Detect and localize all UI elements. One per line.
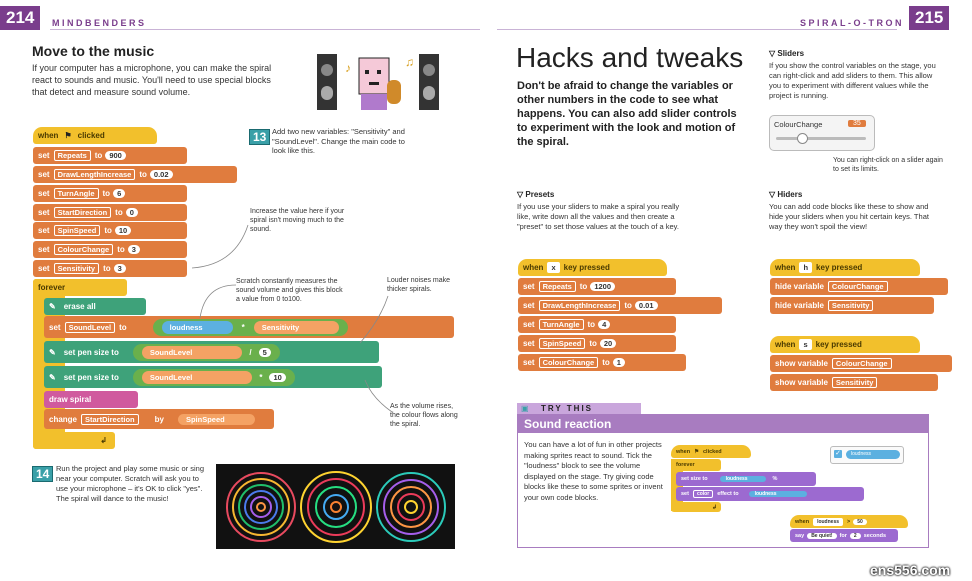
variable-dropdown[interactable]: Repeats	[539, 281, 576, 292]
pen-icon: ✎	[49, 302, 56, 311]
draw-spiral-label: draw spiral	[49, 395, 92, 404]
value-input[interactable]: 3	[114, 264, 126, 273]
pen-icon: ✎	[49, 347, 56, 357]
sliders-heading	[769, 49, 804, 58]
value-input[interactable]: 3	[128, 245, 140, 254]
forever-label: forever	[38, 283, 66, 292]
mini-loop-end	[671, 502, 721, 512]
step-14-number: 14	[32, 466, 53, 482]
to-label: to	[119, 322, 127, 332]
green-flag-icon: ⚑	[694, 448, 699, 455]
set-label: set	[523, 301, 535, 310]
checkbox-icon[interactable]: ✓	[835, 450, 841, 457]
when-label: when	[523, 263, 544, 272]
hiders-heading-text: Hiders	[777, 190, 803, 199]
try-this-tab	[517, 403, 641, 414]
sliders-text: If you show the control variables on the stage, you can right-click and add sliders to them. This allow you to experiment with different values while the project is running.	[769, 61, 936, 100]
to-label: to	[102, 189, 111, 198]
to-label: to	[94, 151, 103, 160]
callout-colour-flow: As the volume rises, the colour flows along the spiral.	[390, 403, 458, 428]
value-input[interactable]: 0	[126, 208, 138, 217]
hide-variable-label: hide variable	[775, 282, 824, 291]
value-input[interactable]: 1	[613, 358, 625, 367]
section-title: Move to the music	[32, 43, 155, 59]
key-pressed-label: key pressed	[563, 263, 610, 272]
to-label: to	[103, 264, 111, 273]
loop-arrow-icon: ↲	[100, 436, 107, 445]
when-label: when	[676, 448, 691, 455]
hiders-text: You can add code blocks like these to show and hide your sliders when you hit certain keys. That way they won't spoil the view!	[769, 202, 929, 231]
to-label: to	[117, 245, 125, 254]
page-number-left: 214	[0, 6, 40, 30]
set-label: set	[38, 245, 50, 254]
loudness-reporter[interactable]: loudness	[162, 321, 233, 334]
variable-dropdown[interactable]: SoundLevel	[65, 322, 116, 333]
effect-label: effect to	[717, 491, 739, 497]
show-variable-label: show variable	[775, 359, 828, 368]
slider-note: You can right-click on a slider again to set its limits.	[833, 157, 943, 173]
to-label: to	[115, 208, 123, 217]
running-head-right: SPIRAL-O-TRON	[800, 18, 904, 28]
header-rule-right	[497, 29, 897, 30]
multiplier-input[interactable]: 10	[269, 373, 285, 382]
sliders-heading-text: Sliders	[777, 49, 805, 58]
loop-arrow-icon: ↲	[711, 504, 717, 511]
by-label: by	[154, 414, 164, 424]
preset-set-repeats[interactable]	[518, 278, 676, 295]
triangle-icon: ▽	[769, 190, 778, 199]
spiral-output-image	[216, 464, 455, 549]
presets-text: If you use your sliders to make a spiral you really like, write down all the values and then create a "preset" to set those values at the touch of a key.	[517, 202, 680, 231]
multiply-sign: *	[241, 322, 245, 332]
mini-when-flag-clicked[interactable]	[671, 445, 751, 458]
slider-value: 35	[848, 120, 866, 127]
to-label: to	[579, 282, 588, 291]
set-label: set	[523, 339, 535, 348]
preset-set-turnangle[interactable]	[518, 316, 676, 333]
try-this-label: TRY THIS	[541, 404, 594, 413]
hide-variable-label: hide variable	[775, 301, 824, 310]
lead-paragraph: Don't be afraid to change the variables or other numbers in the code to see what happens. You can also add slider controls to experiment with the look and motion of the spiral.	[517, 80, 737, 148]
show-variable-label: show variable	[775, 378, 828, 387]
loudness-reporter[interactable]: loudness	[720, 476, 766, 482]
triangle-icon: ▽	[517, 190, 526, 199]
green-flag-icon: ⚑	[64, 131, 72, 140]
variable-dropdown[interactable]: ColourChange	[539, 357, 599, 368]
divide-sign: /	[249, 347, 252, 357]
slider-label: ColourChange	[774, 120, 823, 129]
loudness-reporter[interactable]: loudness	[749, 491, 807, 497]
variable-dropdown[interactable]: ColourChange	[828, 281, 888, 292]
threshold-input[interactable]: 50	[853, 519, 867, 525]
variable-dropdown[interactable]: Sensitivity	[54, 263, 100, 274]
preset-set-colourchange[interactable]	[518, 354, 686, 371]
show-sensitivity-block[interactable]	[770, 374, 938, 391]
soundlevel-reporter[interactable]: SoundLevel	[142, 346, 243, 359]
running-head-left: MINDBENDERS	[52, 18, 147, 28]
say-label: say	[795, 532, 805, 539]
variable-dropdown[interactable]: TurnAngle	[54, 188, 99, 199]
step-13-text: Add two new variables: "Sensitivity" and "SoundLevel". Change the main code to look like this.	[272, 127, 405, 155]
try-this-text: You can have a lot of fun in other projects making sprites react to sound. Tick the "loudness" block to see the volume displayed on the stage. Try giving code blocks like these to some sprites or invent your own code blocks.	[524, 440, 663, 502]
hide-colourchange-block[interactable]	[770, 278, 948, 295]
erase-all-label: erase all	[63, 302, 96, 311]
variable-dropdown[interactable]: ColourChange	[832, 358, 892, 369]
set-label: set	[523, 282, 535, 291]
step-13-number: 13	[249, 129, 270, 145]
to-label: to	[624, 301, 632, 310]
show-colourchange-block[interactable]	[770, 355, 952, 372]
slider-track[interactable]	[776, 137, 866, 140]
key-dropdown[interactable]: s	[799, 339, 811, 350]
loudness-checkbox-label: loudness	[846, 450, 900, 459]
variable-dropdown[interactable]: Repeats	[54, 150, 91, 161]
value-input[interactable]: 0.01	[635, 301, 658, 310]
variable-dropdown[interactable]: TurnAngle	[539, 319, 584, 330]
set-label: set	[523, 358, 535, 367]
divisor-input[interactable]: 5	[259, 348, 271, 357]
value-input[interactable]: 900	[105, 151, 126, 160]
when-h-key-pressed-block[interactable]	[770, 259, 920, 276]
for-label: for	[839, 532, 847, 539]
say-text-input[interactable]: Be quiet!	[807, 533, 836, 539]
try-this-box	[517, 414, 929, 548]
key-dropdown[interactable]: x	[547, 262, 559, 273]
svg-text:♫: ♫	[405, 55, 414, 69]
callout-loudness: Scratch constantly measures the sound volume and gives this block a value from 0 to100.	[236, 278, 343, 303]
set-label: set	[681, 491, 689, 497]
value-input[interactable]: 0.02	[150, 170, 173, 179]
set-label: set	[523, 320, 535, 329]
variable-dropdown[interactable]: StartDirection	[54, 207, 112, 218]
hide-sensitivity-block[interactable]	[770, 297, 934, 314]
key-pressed-label: key pressed	[816, 263, 863, 272]
to-label: to	[587, 320, 596, 329]
trigger-dropdown[interactable]: loudness	[813, 518, 843, 526]
step-14-text: Run the project and play some music or sing near your computer. Scratch will ask you to use your microphone – it's OK to click "yes". The spiral will dance to the music!	[56, 464, 204, 503]
mini-say-block[interactable]	[790, 529, 898, 542]
soundlevel-reporter[interactable]: SoundLevel	[142, 371, 253, 384]
value-input[interactable]: 1200	[590, 282, 615, 291]
set-label: set	[49, 322, 61, 332]
callout-sensitivity: Increase the value here if your spiral isn't moving much to the sound.	[250, 208, 345, 233]
variable-dropdown[interactable]: SpinSpeed	[54, 225, 101, 236]
when-label: when	[775, 340, 796, 349]
page-title: Hacks and tweaks	[516, 42, 744, 73]
preset-set-drawlength[interactable]	[518, 297, 722, 314]
presets-heading	[517, 190, 554, 199]
variable-dropdown[interactable]: Sensitivity	[832, 377, 878, 388]
try-this-title-bar	[518, 415, 928, 433]
when-s-key-pressed-block[interactable]	[770, 336, 920, 353]
hiders-heading	[769, 190, 802, 199]
value-input[interactable]: 20	[600, 339, 616, 348]
intro-text: If your computer has a microphone, you can make the spiral react to sounds and music. You'll need to use special blocks that detect and measure sound volume.	[32, 63, 272, 97]
variable-dropdown[interactable]: StartDirection	[81, 414, 139, 425]
effect-dropdown[interactable]: color	[693, 490, 713, 498]
sensitivity-reporter[interactable]: Sensitivity	[254, 321, 340, 334]
key-pressed-label: key pressed	[815, 340, 862, 349]
callout-lines	[0, 0, 480, 460]
set-label: set	[38, 170, 50, 179]
variable-dropdown[interactable]: DrawLengthIncrease	[539, 300, 621, 311]
set-pen-size-label: set pen size to	[63, 347, 119, 357]
slider-widget[interactable]	[769, 115, 875, 151]
set-size-label: set size to	[681, 476, 708, 482]
set-label: set	[38, 226, 50, 235]
to-label: to	[139, 170, 147, 179]
triangle-icon: ▽	[769, 49, 778, 58]
variable-dropdown[interactable]: SpinSpeed	[539, 338, 586, 349]
mini-when-loudness[interactable]	[790, 515, 908, 528]
set-label: set	[38, 151, 50, 160]
set-label: set	[38, 189, 50, 198]
page-number-right: 215	[909, 6, 949, 30]
presets-heading-text: Presets	[525, 190, 555, 199]
when-x-key-pressed-block[interactable]	[518, 259, 667, 276]
value-input[interactable]: 4	[598, 320, 610, 329]
slider-handle[interactable]	[797, 133, 808, 144]
robot-icon: ▣	[521, 404, 529, 413]
svg-text:♪: ♪	[345, 61, 351, 75]
variable-dropdown[interactable]: DrawLengthIncrease	[54, 169, 136, 180]
gt-label: >	[847, 518, 851, 525]
set-label: set	[38, 208, 50, 217]
to-label: to	[589, 339, 597, 348]
clicked-label: clicked	[703, 448, 722, 455]
set-label: set	[38, 264, 50, 273]
when-label: when	[795, 518, 810, 525]
change-label: change	[49, 414, 78, 424]
when-label: when	[775, 263, 796, 272]
when-label: when	[38, 131, 59, 140]
mini-forever[interactable]	[671, 459, 721, 471]
key-dropdown[interactable]: h	[799, 262, 812, 273]
variable-dropdown[interactable]: Sensitivity	[828, 300, 874, 311]
callout-thicker: Louder noises make thicker spirals.	[387, 277, 451, 293]
set-pen-colour-label: set pen size to	[63, 372, 119, 382]
forever-label: forever	[676, 462, 695, 468]
watermark: ens556.com	[870, 562, 951, 578]
pen-icon: ✎	[49, 372, 56, 382]
to-label: to	[104, 226, 112, 235]
seconds-label: seconds	[863, 532, 887, 539]
variable-dropdown[interactable]: ColourChange	[54, 244, 114, 255]
mini-set-effect[interactable]	[676, 487, 864, 501]
spinspeed-reporter[interactable]: SpinSpeed	[178, 414, 255, 425]
value-input[interactable]: 10	[115, 226, 131, 235]
clicked-label: clicked	[77, 131, 105, 140]
multiply-sign: *	[259, 372, 263, 382]
mini-set-size[interactable]	[676, 472, 816, 486]
loudness-checkbox-row[interactable]	[830, 446, 904, 464]
seconds-input[interactable]: 2	[850, 533, 861, 539]
preset-set-spinspeed[interactable]	[518, 335, 676, 352]
to-label: to	[602, 358, 610, 367]
value-input[interactable]: 6	[113, 189, 125, 198]
percent-label: %	[772, 476, 778, 482]
try-this-title: Sound reaction	[524, 417, 612, 431]
